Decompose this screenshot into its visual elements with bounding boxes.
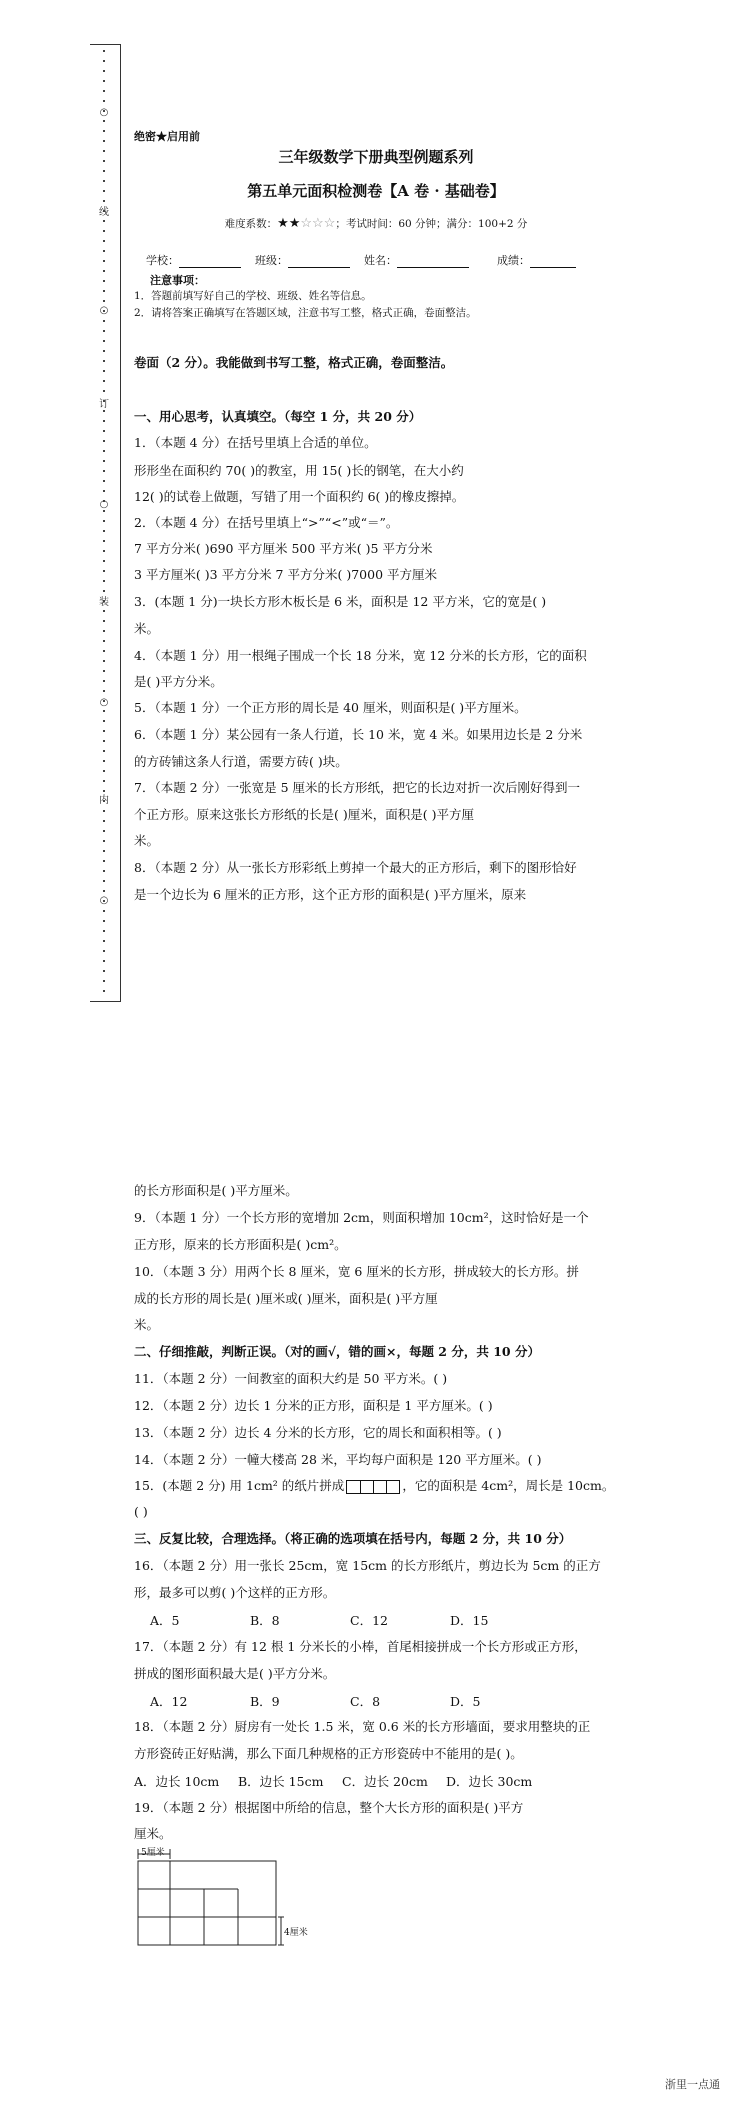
section-1-line: 5．（本题 1 分）一个正方形的周长是 40 厘米，则面积是( )平方厘米。 bbox=[134, 700, 527, 715]
q18-option: A．边长 10cm bbox=[134, 1774, 220, 1789]
binding-dot bbox=[103, 860, 105, 862]
class-label: 班级： bbox=[255, 254, 288, 267]
binding-dot bbox=[103, 950, 105, 952]
binding-dot bbox=[103, 490, 105, 492]
binding-dot bbox=[103, 380, 105, 382]
fig-side-label: 4厘米 bbox=[284, 1928, 308, 1938]
binding-dot bbox=[103, 290, 105, 292]
exam-meta-rest: ；考试时间：60 分钟；满分：100+2 分 bbox=[335, 218, 528, 230]
exam-meta bbox=[134, 216, 618, 231]
binding-dot bbox=[103, 650, 105, 652]
binding-dot bbox=[103, 580, 105, 582]
q17-option: C．8 bbox=[350, 1694, 381, 1709]
neatness-line: 卷面（2 分）。我能做到书写工整，格式正确，卷面整洁。 bbox=[134, 355, 454, 370]
binding-dot bbox=[103, 790, 105, 792]
binding-dot bbox=[103, 130, 105, 132]
secret-label: 绝密★启用前 bbox=[134, 130, 200, 143]
page-2-line: 9．（本题 1 分）一个长方形的宽增加 2cm，则面积增加 10cm²，这时恰好是一个 bbox=[134, 1210, 589, 1225]
section-1-line: 形形坐在面积约 70( )的教室，用 15( )长的钢笔，在大小约 bbox=[134, 463, 464, 478]
binding-circle-5: ○ bbox=[99, 895, 109, 906]
section-1-line: 1．（本题 4 分）在括号里填上合适的单位。 bbox=[134, 435, 377, 450]
binding-dot bbox=[103, 420, 105, 422]
binding-dot bbox=[103, 520, 105, 522]
binding-circle-1: ○ bbox=[99, 107, 109, 118]
page-2-line: 米。 bbox=[134, 1317, 160, 1332]
binding-dot bbox=[103, 460, 105, 462]
binding-dot bbox=[103, 940, 105, 942]
binding-dot bbox=[103, 670, 105, 672]
binding-dot bbox=[103, 770, 105, 772]
binding-dot bbox=[103, 960, 105, 962]
binding-dot bbox=[103, 390, 105, 392]
section-1-line: 8．（本题 2 分）从一张长方形彩纸上剪掉一个最大的正方形后，剩下的图形恰好 bbox=[134, 860, 577, 875]
q18-line: 18．（本题 2 分）厨房有一处长 1.5 米，宽 0.6 米的长方形墙面，要求用整块的正 bbox=[134, 1719, 591, 1734]
q16-line: 形，最多可以剪( )个这样的正方形。 bbox=[134, 1585, 336, 1600]
binding-dot bbox=[103, 980, 105, 982]
q16-option: B．8 bbox=[250, 1613, 280, 1628]
section-1-line: 个正方形。原来这张长方形纸的长是( )厘米，面积是( )平方厘 bbox=[134, 807, 474, 822]
name-field[interactable] bbox=[397, 255, 469, 268]
fig-top-label: 5厘米 bbox=[141, 1848, 165, 1858]
star-filled-icon: ★ bbox=[288, 216, 301, 231]
section-1-line: 米。 bbox=[134, 621, 160, 636]
binding-dot bbox=[103, 840, 105, 842]
binding-dot bbox=[103, 880, 105, 882]
binding-dot bbox=[103, 550, 105, 552]
binding-dot bbox=[103, 540, 105, 542]
binding-dot bbox=[103, 920, 105, 922]
binding-dot bbox=[103, 350, 105, 352]
q17-option: B．9 bbox=[250, 1694, 280, 1709]
star-empty-icon: ☆ bbox=[323, 216, 336, 231]
section-1-line: 3 平方厘米( )3 平方分米 7 平方分米( )7000 平方厘米 bbox=[134, 567, 437, 582]
notes-item-2: 2．请将答案正确填写在答题区域，注意书写工整，格式正确，卷面整洁。 bbox=[134, 307, 477, 319]
binding-dot bbox=[103, 620, 105, 622]
footer-watermark: 浙里一点通 bbox=[665, 2078, 720, 2091]
binding-dot bbox=[103, 740, 105, 742]
tile-strip-icon bbox=[346, 1480, 400, 1494]
name-label: 姓名： bbox=[364, 254, 397, 267]
section-2-line: 12．（本题 2 分）边长 1 分米的正方形，面积是 1 平方厘米。( ) bbox=[134, 1398, 493, 1413]
binding-dot bbox=[103, 720, 105, 722]
binding-dot bbox=[103, 480, 105, 482]
section-1-line: 4．（本题 1 分）用一根绳子围成一个长 18 分米，宽 12 分米的长方形，它的面积 bbox=[134, 648, 587, 663]
binding-dot bbox=[103, 320, 105, 322]
page-2-line: 的长方形面积是( )平方厘米。 bbox=[134, 1183, 298, 1198]
q18-line: 方形瓷砖正好贴满，那么下面几种规格的正方形瓷砖中不能用的是( )。 bbox=[134, 1746, 523, 1761]
binding-margin bbox=[90, 44, 121, 1002]
q15-answer-blank[interactable]: ( ) bbox=[134, 1504, 148, 1519]
binding-dot bbox=[103, 180, 105, 182]
binding-dot bbox=[103, 70, 105, 72]
binding-circle-2: ○ bbox=[99, 305, 109, 316]
q16-line: 16．（本题 2 分）用一张长 25cm，宽 15cm 的长方形纸片，剪边长为 5cm 的正方 bbox=[134, 1558, 601, 1573]
class-field[interactable] bbox=[288, 255, 350, 268]
binding-dot bbox=[103, 870, 105, 872]
q16-option: A．5 bbox=[150, 1613, 180, 1628]
binding-dot bbox=[103, 280, 105, 282]
section-1-line: 7．（本题 2 分）一张宽是 5 厘米的长方形纸，把它的长边对折一次后刚好得到一 bbox=[134, 780, 581, 795]
binding-dot bbox=[103, 890, 105, 892]
section-1-line: 12( )的试卷上做题，写错了用一个面积约 6( )的橡皮擦掉。 bbox=[134, 489, 465, 504]
q18-option: B．边长 15cm bbox=[238, 1774, 324, 1789]
q19-line: 厘米。 bbox=[134, 1826, 172, 1841]
binding-dot bbox=[103, 90, 105, 92]
page-title: 三年级数学下册典型例题系列 bbox=[278, 148, 474, 166]
star-empty-icon: ☆ bbox=[300, 216, 313, 231]
section-1-line: 是( )平方分米。 bbox=[134, 674, 223, 689]
binding-dot bbox=[103, 730, 105, 732]
binding-dot bbox=[103, 930, 105, 932]
binding-dot bbox=[103, 200, 105, 202]
section-1-line: 6．（本题 1 分）某公园有一条人行道，长 10 米，宽 4 米。如果用边长是 2 分米 bbox=[134, 727, 583, 742]
binding-dot bbox=[103, 680, 105, 682]
section-2-heading: 二、仔细推敲，判断正误。（对的画√，错的画×，每题 2 分，共 10 分） bbox=[134, 1344, 540, 1359]
binding-dot bbox=[103, 370, 105, 372]
binding-dot bbox=[103, 100, 105, 102]
binding-dot bbox=[103, 830, 105, 832]
q17-line: 17．（本题 2 分）有 12 根 1 分米长的小棒，首尾相接拼成一个长方形或正方形， bbox=[134, 1639, 587, 1654]
section-2-line: 13．（本题 2 分）边长 4 分米的长方形，它的周长和面积相等。( ) bbox=[134, 1425, 502, 1440]
school-label: 学校： bbox=[146, 254, 179, 267]
binding-dot bbox=[103, 470, 105, 472]
difficulty-stars bbox=[277, 218, 335, 230]
score-label: 成绩： bbox=[496, 254, 530, 267]
binding-dot bbox=[103, 270, 105, 272]
question-15 bbox=[134, 1477, 618, 1495]
binding-dot bbox=[103, 140, 105, 142]
binding-dot bbox=[103, 660, 105, 662]
q19-figure bbox=[126, 1847, 342, 1957]
binding-mark-zhuang: 装 bbox=[99, 597, 109, 608]
binding-dot bbox=[103, 220, 105, 222]
section-1-line: 的方砖铺这条人行道，需要方砖( )块。 bbox=[134, 754, 348, 769]
binding-dot bbox=[103, 230, 105, 232]
binding-dot bbox=[103, 260, 105, 262]
section-1-line: 2．（本题 4 分）在括号里填上“>”“<”或“＝”。 bbox=[134, 515, 399, 530]
section-1-heading: 一、用心思考，认真填空。（每空 1 分，共 20 分） bbox=[134, 409, 422, 424]
binding-dot bbox=[103, 340, 105, 342]
binding-dot bbox=[103, 970, 105, 972]
binding-mark-nei: 内 bbox=[99, 795, 109, 806]
binding-dot bbox=[103, 150, 105, 152]
binding-dot bbox=[103, 430, 105, 432]
binding-dot bbox=[103, 510, 105, 512]
q19-line: 19．（本题 2 分）根据图中所给的信息，整个大长方形的面积是( )平方 bbox=[134, 1800, 524, 1815]
star-empty-icon: ☆ bbox=[312, 216, 324, 231]
page-2-line: 10．（本题 3 分）用两个长 8 厘米，宽 6 厘米的长方形，拼成较大的长方形。拼 bbox=[134, 1264, 579, 1279]
binding-dot bbox=[103, 570, 105, 572]
binding-dot bbox=[103, 360, 105, 362]
binding-dot bbox=[103, 630, 105, 632]
page-2-line: 正方形，原来的长方形面积是( )cm²。 bbox=[134, 1237, 347, 1252]
binding-dot bbox=[103, 160, 105, 162]
binding-dot bbox=[103, 640, 105, 642]
binding-dot bbox=[103, 590, 105, 592]
binding-circle-3: ○ bbox=[99, 499, 109, 510]
notes-item-1: 1．答题前填写好自己的学校、班级、姓名等信息。 bbox=[134, 290, 372, 302]
binding-circle-4: ○ bbox=[99, 697, 109, 708]
binding-dot bbox=[103, 330, 105, 332]
section-1-line: 米。 bbox=[134, 833, 160, 848]
binding-dot bbox=[103, 530, 105, 532]
section-1-line: 7 平方分米( )690 平方厘米 500 平方米( )5 平方分米 bbox=[134, 541, 433, 556]
q18-option: C．边长 20cm bbox=[342, 1774, 428, 1789]
notes-heading: 注意事项： bbox=[150, 274, 205, 287]
q15-text-after: ，它的面积是 4cm²，周长是 10cm。 bbox=[402, 1478, 615, 1493]
q18-option: D．边长 30cm bbox=[446, 1774, 533, 1789]
binding-mark-xian: 线 bbox=[99, 207, 109, 218]
binding-dot bbox=[103, 610, 105, 612]
section-2-line: 11．（本题 2 分）一间教室的面积大约是 50 平方米。( ) bbox=[134, 1371, 448, 1386]
binding-dot bbox=[103, 710, 105, 712]
binding-dot bbox=[103, 820, 105, 822]
binding-dot bbox=[103, 990, 105, 992]
binding-dot bbox=[103, 50, 105, 52]
school-field[interactable] bbox=[179, 255, 241, 268]
binding-dot bbox=[103, 810, 105, 812]
binding-dot bbox=[103, 170, 105, 172]
binding-dot bbox=[103, 690, 105, 692]
page-subtitle: 第五单元面积检测卷【A 卷 · 基础卷】 bbox=[247, 182, 505, 200]
page-2-line: 成的长方形的周长是( )厘米或( )厘米，面积是( )平方厘 bbox=[134, 1291, 438, 1306]
binding-mark-ding: 订 bbox=[99, 399, 109, 410]
binding-dot bbox=[103, 760, 105, 762]
section-2-line: 14．（本题 2 分）一幢大楼高 28 米，平均每户面积是 120 平方厘米。( ) bbox=[134, 1452, 542, 1467]
q17-option: D．5 bbox=[450, 1694, 481, 1709]
score-field[interactable] bbox=[530, 255, 576, 268]
binding-dot bbox=[103, 300, 105, 302]
binding-dot bbox=[103, 190, 105, 192]
binding-dot bbox=[103, 450, 105, 452]
q16-option: C．12 bbox=[350, 1613, 388, 1628]
binding-dot bbox=[103, 250, 105, 252]
student-info bbox=[146, 252, 576, 268]
binding-dot bbox=[103, 560, 105, 562]
section-1-line: 是一个边长为 6 厘米的正方形，这个正方形的面积是( )平方厘米，原来 bbox=[134, 887, 527, 902]
binding-dot bbox=[103, 120, 105, 122]
binding-dot bbox=[103, 850, 105, 852]
section-3-heading: 三、反复比较，合理选择。（将正确的选项填在括号内，每题 2 分，共 10 分） bbox=[134, 1531, 572, 1546]
section-1-line: 3．(本题 1 分)一块长方形木板长是 6 米，面积是 12 平方米，它的宽是( ) bbox=[134, 594, 547, 609]
q17-option: A．12 bbox=[150, 1694, 188, 1709]
q15-text-before: 15．(本题 2 分) 用 1cm² 的纸片拼成 bbox=[134, 1478, 345, 1493]
star-filled-icon: ★ bbox=[277, 216, 289, 231]
binding-dot bbox=[103, 440, 105, 442]
binding-dot bbox=[103, 240, 105, 242]
binding-dot bbox=[103, 80, 105, 82]
q16-option: D．15 bbox=[450, 1613, 489, 1628]
difficulty-label: 难度系数： bbox=[224, 218, 278, 230]
binding-dot bbox=[103, 750, 105, 752]
binding-dot bbox=[103, 910, 105, 912]
binding-dot bbox=[103, 410, 105, 412]
binding-dot bbox=[103, 60, 105, 62]
q17-line: 拼成的图形面积最大是( )平方分米。 bbox=[134, 1666, 336, 1681]
binding-dot bbox=[103, 780, 105, 782]
